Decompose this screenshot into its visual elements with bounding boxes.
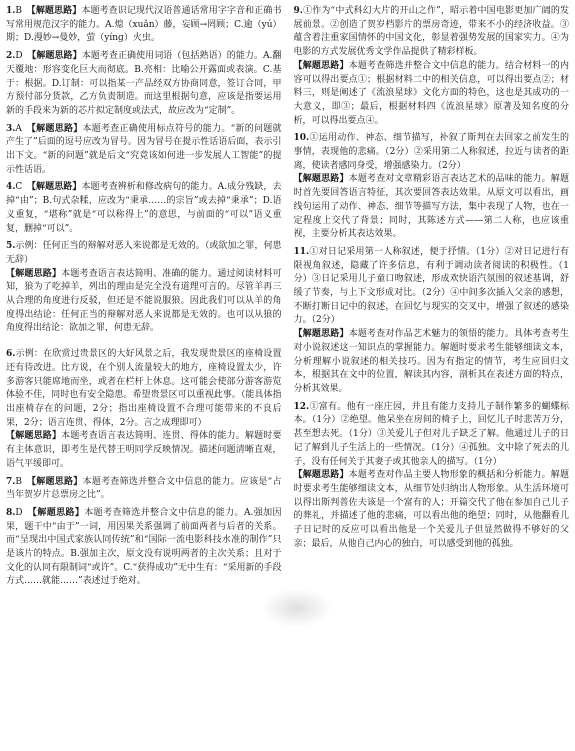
item-analysis: 本题考查语言表达简明、准确的能力。通过阅读材料可知，狼为了吃掉羊，列出的理由是完全没有道理可言的。尽管羊再三从合理的角度进行反驳，但还是不能说服狼。因此我们可以从羊的角度得出结论：任何正当的辩解对恶人来说都是无效的。也可以从狼的角度得出结论：欲加之罪，何患无辞。 [6,268,282,334]
item-answer: 示例：在欣赏过贵景区的大好风景之后，我发现贵景区的座椅设置还有待改进。比方说，在个别人流量较大的地方，座椅设置太少，许多游客只能席地而坐，或者在栏杆上休息。这可能会使部分游客游览体验不佳，同时也有安全隐患。希望贵景区可以重视此事。（能具体指出座椅存在的问题，2分；指出座椅设置不合理可能带来的不良后果，2分；语言连贯、得体，2分。言之成理即可） [6,349,282,428]
item-analysis: 本题考查识记现代汉语普通话常用字字音和正确书写常用规范汉字的能力。A.熄（xuǎn）藤，妄顾→罔顾；C.逾（yú）期；D.漫妙→曼妙，萤（yíng）火虫。 [6,6,282,44]
answer-item-10 [294,132,570,242]
item-number: 12. [293,401,310,412]
right-column [294,5,570,747]
item-number: 1. [6,6,16,16]
item-number: 2. [6,51,16,62]
item-analysis: 本题考查正确使用词语（包括熟语）的能力。A.翻天覆地：形容变化巨大而彻底。B.亮相：比喻公开露面或表演。C.基于：根据。D.订制：可以指某一产品经双方协商同意，签订合同，甲方预付部分货款，乙方负责制造。而这里根据句意，应该是指要运用新的手段来为新的芯片拟定制度或法式，故应改为“定制”。 [6,51,282,116]
answer-item-8 [6,507,282,589]
item-analysis: 本题考查对作品主要人物形象的概括和分析能力。解题时要求考生能够细读文本，从细节处归纳出人物形象。从生活环境可以得出斯判普佐夫该是一个富有的人；开篇交代了他在参加自己儿子的葬礼，并描述了他的悲痛，可以看出他的绝望；同时，从他翻看儿子日记时的反应可以看出他是一个关爱儿子但显然做得不够好的父亲；最后，从他自己内心的独白，可以感受到他的孤独。 [293,470,569,549]
answer-item-5 [6,240,282,336]
answer-item-4 [6,181,282,236]
analysis-label: 【解题思路】 [31,182,82,193]
analysis-label: 【解题思路】 [293,470,349,481]
analysis-label: 【解题思路】 [31,476,83,487]
item-number: 6. [6,349,16,360]
answer-item-9 [294,5,570,128]
item-answer: ①富有。他有一座庄园，并且有能力支持儿子制作繁多的蝴蝶标本。（1分）②绝望。他呆坐在房间的椅子上，回忆儿子时悲苦万分，甚至想去死。（1分）③关爱儿子但对儿子缺乏了解。他通过儿子的日记了解到儿子生活上的一些情况。（1分）④孤独。文中除了死去的儿子，没有任何关于其妻子或其他亲人的描写。（1分） [293,401,569,467]
item-analysis: 本题考查筛选并整合文中信息的能力。应该是“占当年贺岁片总票房之比”。 [6,476,282,501]
item-number: 9. [293,6,303,16]
item-answer: D [15,507,23,518]
item-analysis: 本题考查语言表达简明、连贯、得体的能力。解题时要有主体意识，即考生是代替王明同学反映情况。描述问题清晰直观，语气平缓即可。 [6,431,282,469]
answer-item-6 [6,348,282,471]
item-answer: B [15,476,23,487]
item-answer: B [15,6,23,16]
answer-item-1 [6,5,282,46]
item-number: 3. [6,123,16,134]
analysis-label: 【解题思路】 [6,268,62,279]
analysis-label: 【解题思路】 [31,6,82,16]
analysis-label: 【解题思路】 [32,507,85,518]
answer-item-11 [294,246,570,397]
analysis-label: 【解题思路】 [6,431,62,442]
item-answer: A [15,123,22,134]
answer-item-12 [294,401,570,552]
analysis-label: 【解题思路】 [293,329,349,340]
item-answer: ①作为“中式科幻大片的开山之作”，昭示着中国电影更加广阔的发展前景。②创造了贺岁档影片的票房奇迹，带来不小的经济收益。③蕴含着注重家国情怀的中国文化，彰显着强势发展的国家实力。④为电影的方式发展优秀文学作品提供了精彩样板。 [293,6,569,58]
item-analysis: 本题考查筛选并整合文中信息的能力。A.强加因果，题干中“由于”一词，用因果关系强调了前面两者与后者的关系。而“呈现出中国式家族认同传统”和“国际一流电影科技水准的制作”只是该片的特点。B.强加主次，原文没有说明两者的主次关系；且对于文化的认同有限制词“或许”。C.“获得成功”无中生有：“采用新的手段方式……就能……”表述过于绝对。 [6,507,282,587]
analysis-label: 【解题思路】 [293,60,349,71]
item-analysis: 本题考查辨析和修改病句的能力。A.成分残缺，去掉“由”；B.句式杂糅，应改为“秉承……的宗旨”或去掉“秉承”；D.语义重复，“堪称”就是“可以称得上”的意思，与前面的“可以”语义重复，删掉“可以”。 [6,182,282,234]
answer-item-7 [6,476,282,503]
analysis-label: 【解题思路】 [31,51,82,62]
item-analysis: 本题考查正确使用标点符号的能力。“新的问题就产生了”后面的逗号应改为冒号。因为冒号在提示性话语后面，表示引出下文。“新的问题”就是后文“究竟该如何进一步发展人工智能”的提示性话语。 [6,123,282,175]
item-answer: 示例：任何正当的辩解对恶人来说都是无效的。（或欲加之罪，何患无辞） [6,241,282,265]
item-number: 4. [6,182,16,193]
item-answer: C [15,182,23,193]
analysis-label: 【解题思路】 [293,174,349,185]
item-analysis: 本题考查对文章精彩语言表达艺术的品味的能力。解题时首先要回答语言特征，其次要回答表达效果。从原文可以看出，画线句运用了动作、神态、细节等描写方法，集中表现了人物，也在一定程度上交代了背景；同时，其陈述方式——第二人称，也应该重视，主要分析其表达效果。 [293,174,569,240]
item-answer: ①对日记采用第一人称叙述，便于抒情。（1分）②对日记进行有限视角叙述，隐藏了许多信息，有利于调动读者阅读的积极性。（1分）③日记采用儿子童口吻叙述，形成欢快语汽氛围的叙述基调，舒缓了节奏，与上下文形成对比。（2分）④中间多次插入父亲的感想，不断打断日记中的叙述，在回忆与现实的交叉中，增强了叙述的感染力。（2分） [293,246,569,326]
left-column [6,5,282,747]
analysis-label: 【解题思路】 [31,123,83,134]
item-answer: D [15,51,23,62]
item-number: 7. [6,476,16,487]
item-number: 8. [6,507,16,518]
answer-item-3 [6,123,282,178]
item-analysis: 本题考查筛选并整合文中信息的能力。结合材料一的内容可以得出要点①；根据材料二中的相关信息，可以得出要点②；材料三，则是阐述了《流浪星球》文化方面的特色，这也是其成功的一大意义，即③；最后，根据材料四《流浪星球》原著及知名度的分析，可以得出要点④。 [293,60,569,126]
item-number: 11. [293,246,310,257]
item-analysis: 本题考查对作品艺术魅力的领悟的能力。具体考查考生对小说叙述这一知识点的掌握能力。解题时要求考生能够细读文本，分析理解小说叙述的相关技巧。因为有指定的情节，考生应回归文本，根据其在文中的位置，解读其内容，剖析其在表述方面的特点，分析其效果。 [293,329,569,394]
answer-item-2 [6,50,282,119]
item-number: 5. [6,241,16,252]
item-answer: ①运用动作、神态、细节描写，补叙了斯判在去回家之前发生的事情，表现他的悲痛。（2分）②采用第二人称叙述，拉近与读者的距离，使读者感同身受，增强感染力。（2分） [293,133,569,171]
item-number: 10. [293,133,310,144]
